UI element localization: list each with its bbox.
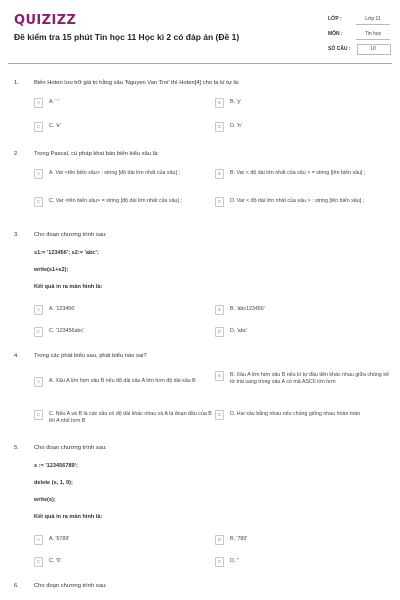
option-letter-badge: B: [215, 169, 224, 179]
result-prompt: Kết quả in ra màn hình là:: [34, 284, 103, 290]
subject-label: MÔN :: [328, 31, 343, 37]
option-letter-badge: C: [34, 410, 43, 420]
question-3-number: 3.: [14, 232, 19, 238]
question-4-number: 4.: [14, 353, 19, 359]
code-line: write(s1+s2);: [34, 267, 69, 273]
option-text: B. 'abc123456': [230, 305, 265, 312]
question-1-option-d[interactable]: [215, 122, 385, 132]
option-letter-badge: D: [215, 197, 224, 207]
option-text: A. Var <tên biến xâu> : string [độ dài lớn nhất của xâu] ;: [49, 169, 180, 176]
code-line: delete (s, 1, 9);: [34, 480, 73, 486]
question-5-option-d[interactable]: [215, 557, 385, 567]
question-6-text: Cho đoạn chương trình sau:: [34, 583, 107, 589]
question-6-number: 6.: [14, 583, 19, 589]
option-text: A. ' ': [49, 98, 59, 105]
question-5-option-a[interactable]: [34, 535, 209, 545]
question-1-option-b[interactable]: [215, 98, 385, 108]
question-4-option-a[interactable]: [34, 377, 212, 387]
header-divider: [8, 63, 392, 64]
option-text: C. Nếu A và B là các xâu có độ dài khác nhau và A là đoạn đầu của B thì A nhỏ hơn B: [49, 410, 212, 424]
option-text: B. 'y': [230, 98, 242, 105]
question-2-option-c[interactable]: [34, 197, 212, 207]
question-4-option-d[interactable]: [215, 410, 390, 420]
question-4-option-b[interactable]: [215, 371, 390, 386]
question-2-text: Trong Pascal, cú pháp khai báo biến kiểu xâu là:: [34, 151, 159, 157]
question-1-number: 1.: [14, 80, 19, 86]
option-letter-badge: A: [34, 377, 43, 387]
option-letter-badge: C: [34, 122, 43, 132]
question-3-option-d[interactable]: [215, 327, 385, 337]
code-line: s := '123456789';: [34, 463, 78, 469]
question-4-option-c[interactable]: [34, 410, 212, 425]
result-prompt: Kết quả in ra màn hình là:: [34, 514, 103, 520]
option-text: A. Xâu A lớn hơn xâu B nếu độ dài xâu A lớn hơn độ dài xâu B: [49, 377, 196, 384]
option-letter-badge: D: [215, 327, 224, 337]
question-1-option-a[interactable]: [34, 98, 209, 108]
option-letter-badge: A: [34, 535, 43, 545]
question-5-option-c[interactable]: [34, 557, 209, 567]
question-3-option-c[interactable]: [34, 327, 209, 337]
option-letter-badge: A: [34, 98, 43, 108]
option-letter-badge: A: [34, 169, 43, 179]
question-3-text: Cho đoạn chương trình sau:: [34, 232, 107, 238]
option-text: D. '': [230, 557, 239, 564]
option-text: C. '123456abc': [49, 327, 85, 334]
option-letter-badge: D: [215, 122, 224, 132]
option-text: D. 'abc': [230, 327, 248, 334]
option-text: D. Hai xâu bằng nhau nếu chúng giống nhau hoàn toàn: [230, 410, 361, 417]
code-line: s1:= '123456'; s2:= 'abc';: [34, 250, 99, 256]
option-text: C. '9': [49, 557, 61, 564]
option-letter-badge: C: [34, 327, 43, 337]
option-letter-badge: B: [215, 371, 224, 381]
question-1-text: Biến Hoten lưu trữ giá trị hằng xâu 'Nguyen Van Troi' thì Hoten[4] cho ta kí tự là:: [34, 80, 240, 86]
question-1-option-c[interactable]: [34, 122, 209, 132]
option-text: D. 'n': [230, 122, 242, 129]
question-2-number: 2.: [14, 151, 19, 157]
question-3-option-b[interactable]: [215, 305, 385, 315]
code-line: write(s);: [34, 497, 56, 503]
question-2-option-b[interactable]: [215, 169, 390, 179]
option-text: C. 'e': [49, 122, 61, 129]
subject-value: Tin học: [364, 31, 382, 37]
question-4-text: Trong các phát biểu sau, phát biểu nào sai?: [34, 353, 147, 359]
option-letter-badge: A: [34, 305, 43, 315]
class-value: Lớp 11: [365, 16, 381, 22]
worksheet-header: [0, 0, 400, 62]
option-text: D. Var < độ dài lớn nhất của xâu > : string [tên biến xâu] ;: [230, 197, 365, 204]
class-underline: [356, 24, 390, 25]
class-label: LỚP :: [328, 16, 342, 22]
option-letter-badge: B: [215, 98, 224, 108]
option-text: A. '123456': [49, 305, 76, 312]
option-letter-badge: C: [34, 197, 43, 207]
option-letter-badge: B: [215, 535, 224, 545]
option-text: B. '789': [230, 535, 248, 542]
question-5-number: 5.: [14, 445, 19, 451]
option-letter-badge: D: [215, 410, 224, 420]
worksheet-title: Đề kiểm tra 15 phút Tin học 11 Học kì 2 có đáp án (Đề 1): [14, 32, 240, 42]
count-label: SỐ CÂU :: [328, 46, 351, 52]
option-text: A. '6789': [49, 535, 70, 542]
option-text: B. Var < độ dài lớn nhất của xâu > = string [tên biến xâu] ;: [230, 169, 366, 176]
subject-underline: [356, 39, 390, 40]
option-text: B. Xâu A lớn hơn xâu B nếu kí tự đầu tiên khác nhau giữa chúng kể từ trái sang trong xâu A có mã ASCII lớn hơn: [230, 371, 389, 385]
question-5-text: Cho đoạn chương trình sau:: [34, 445, 107, 451]
quizizz-logo: QUIZIZZ: [14, 13, 77, 28]
count-value: 10: [370, 46, 376, 52]
question-5-option-b[interactable]: [215, 535, 385, 545]
question-2-option-d[interactable]: [215, 197, 390, 207]
option-letter-badge: B: [215, 305, 224, 315]
question-2-option-a[interactable]: [34, 169, 212, 179]
option-letter-badge: C: [34, 557, 43, 567]
option-text: C. Var <tên biến xâu> = string [độ dài lớn nhất của xâu] ;: [49, 197, 182, 204]
option-letter-badge: D: [215, 557, 224, 567]
question-3-option-a[interactable]: [34, 305, 209, 315]
